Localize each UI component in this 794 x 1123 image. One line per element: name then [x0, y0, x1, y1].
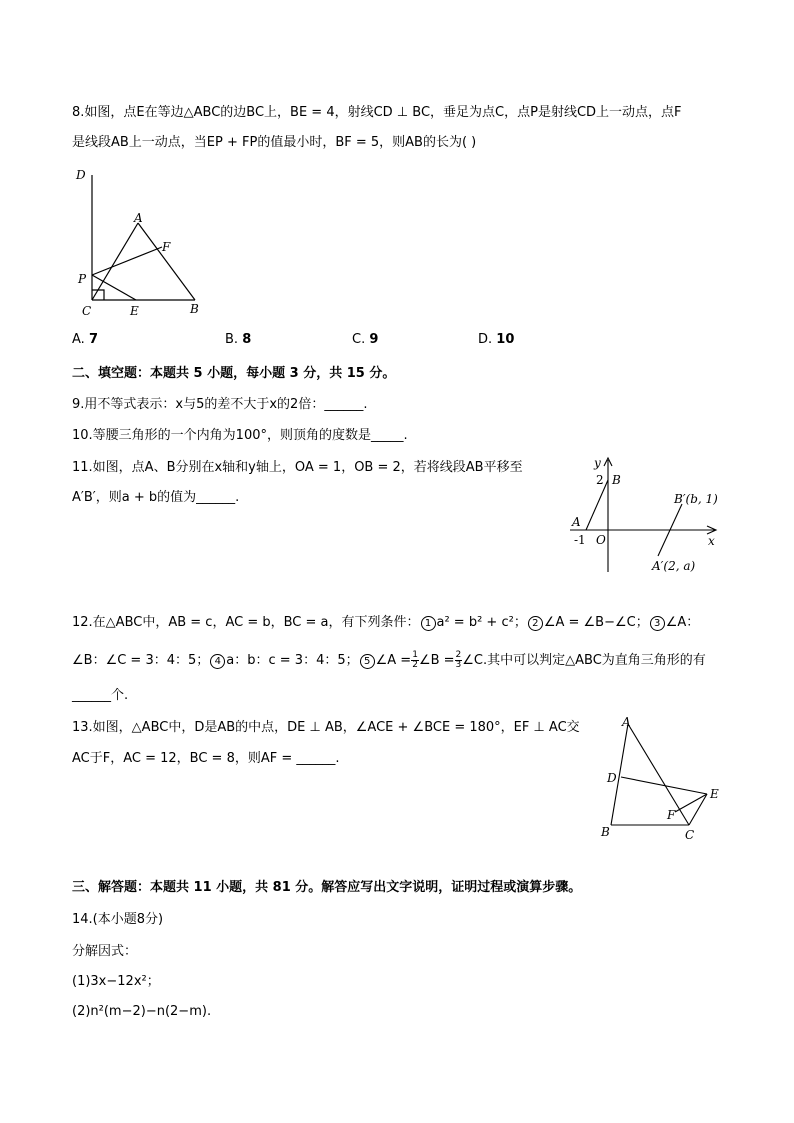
q9-text: 9.用不等式表示：x与5的差不大于x的2倍：______.: [72, 397, 368, 412]
q13-line2: AC于F，AC = 12，BC = 8，则AF = ______.: [72, 751, 340, 766]
q13-label-E: E: [710, 787, 719, 801]
q8-label-E: E: [130, 304, 139, 318]
q14-prompt: 分解因式：: [72, 944, 138, 959]
q11-label-A: A: [572, 515, 581, 529]
q11-line2: A′B′，则a + b的值为______.: [72, 490, 240, 505]
q13-figure: [595, 712, 730, 847]
q11-label-y: y: [594, 456, 601, 470]
q12-line3: ______个.: [72, 688, 129, 703]
q13-label-F: F: [667, 808, 676, 822]
q13-label-C: C: [685, 828, 695, 842]
q8-option-a: A. 7: [72, 332, 98, 347]
q12-marker-3: 3: [650, 616, 665, 631]
q8-option-d: D. 10: [478, 332, 515, 347]
q12-marker-1: 1: [421, 616, 436, 631]
q11-label-neg1: -1: [574, 533, 586, 547]
q11-label-2: 2: [596, 473, 604, 487]
q13-line1: 13.如图，△ABC中，D是AB的中点，DE ⊥ AB，∠ACE + ∠BCE = 180°，EF ⊥ AC交: [72, 720, 580, 735]
q8-label-F: F: [162, 240, 171, 254]
q11-label-Bprime: B′(b, 1): [674, 492, 718, 506]
q8-label-D: D: [76, 168, 86, 182]
q8-figure: [70, 165, 210, 325]
q8-option-b: B. 8: [225, 332, 252, 347]
q8-line1: 8.如图，点E在等边△ABC的边BC上，BE = 4，射线CD ⊥ BC，垂足为点C，点P是射线CD上一动点，点F: [72, 105, 682, 120]
q10-text: 10.等腰三角形的一个内角为100°，则顶角的度数是_____.: [72, 428, 408, 443]
q8-label-A: A: [134, 211, 143, 225]
q8-label-C: C: [82, 304, 92, 318]
q12-marker-2: 2: [528, 616, 543, 631]
section-3-heading: 三、解答题：本题共 11 小题，共 81 分。解答应写出文字说明，证明过程或演算步骤。: [72, 880, 582, 895]
q14-title: 14.(本小题8分): [72, 912, 164, 927]
q8-label-P: P: [78, 272, 87, 286]
q13-label-D: D: [607, 771, 617, 785]
q8-label-B: B: [190, 302, 199, 316]
q12-line2: ∠B：∠C = 3：4：5； 4 a：b：c = 3：4：5； 5 ∠A = $\frac{1}{2}$ ∠B = $\frac{2}{3}$ ∠C.其中可以判定△ABC为直角三角形的有: [72, 650, 706, 670]
q13-label-B: B: [601, 825, 610, 839]
q14-part2: (2)n²(m−2)−n(2−m).: [72, 1004, 212, 1019]
q14-part1: (1)3x−12x²；: [72, 974, 160, 989]
q12-marker-5: 5: [360, 654, 375, 669]
q12-fraction-two-thirds: $\frac{2}{3}$: [455, 650, 462, 670]
q11-label-Aprime: A′(2, a): [652, 559, 696, 573]
q11-figure: [560, 452, 730, 577]
q11-label-B: B: [612, 473, 621, 487]
q13-label-A: A: [622, 715, 631, 729]
section-2-heading: 二、填空题：本题共 5 小题，每小题 3 分，共 15 分。: [72, 366, 396, 381]
q8-line2: 是线段AB上一动点，当EP + FP的值最小时，BF = 5，则AB的长为( ): [72, 135, 477, 150]
q12-fraction-half: $\frac{1}{2}$: [412, 650, 418, 670]
q11-label-O: O: [596, 533, 606, 547]
q11-label-x: x: [708, 534, 715, 548]
q8-option-c: C. 9: [352, 332, 379, 347]
q11-line1: 11.如图，点A、B分别在x轴和y轴上，OA = 1，OB = 2，若将线段AB平移至: [72, 460, 523, 475]
q12-marker-4: 4: [210, 654, 225, 669]
q12-line1: 12.在△ABC中，AB = c，AC = b，BC = a，有下列条件： 1 a² = b² + c²； 2 ∠A = ∠B−∠C； 3 ∠A：: [72, 615, 700, 630]
